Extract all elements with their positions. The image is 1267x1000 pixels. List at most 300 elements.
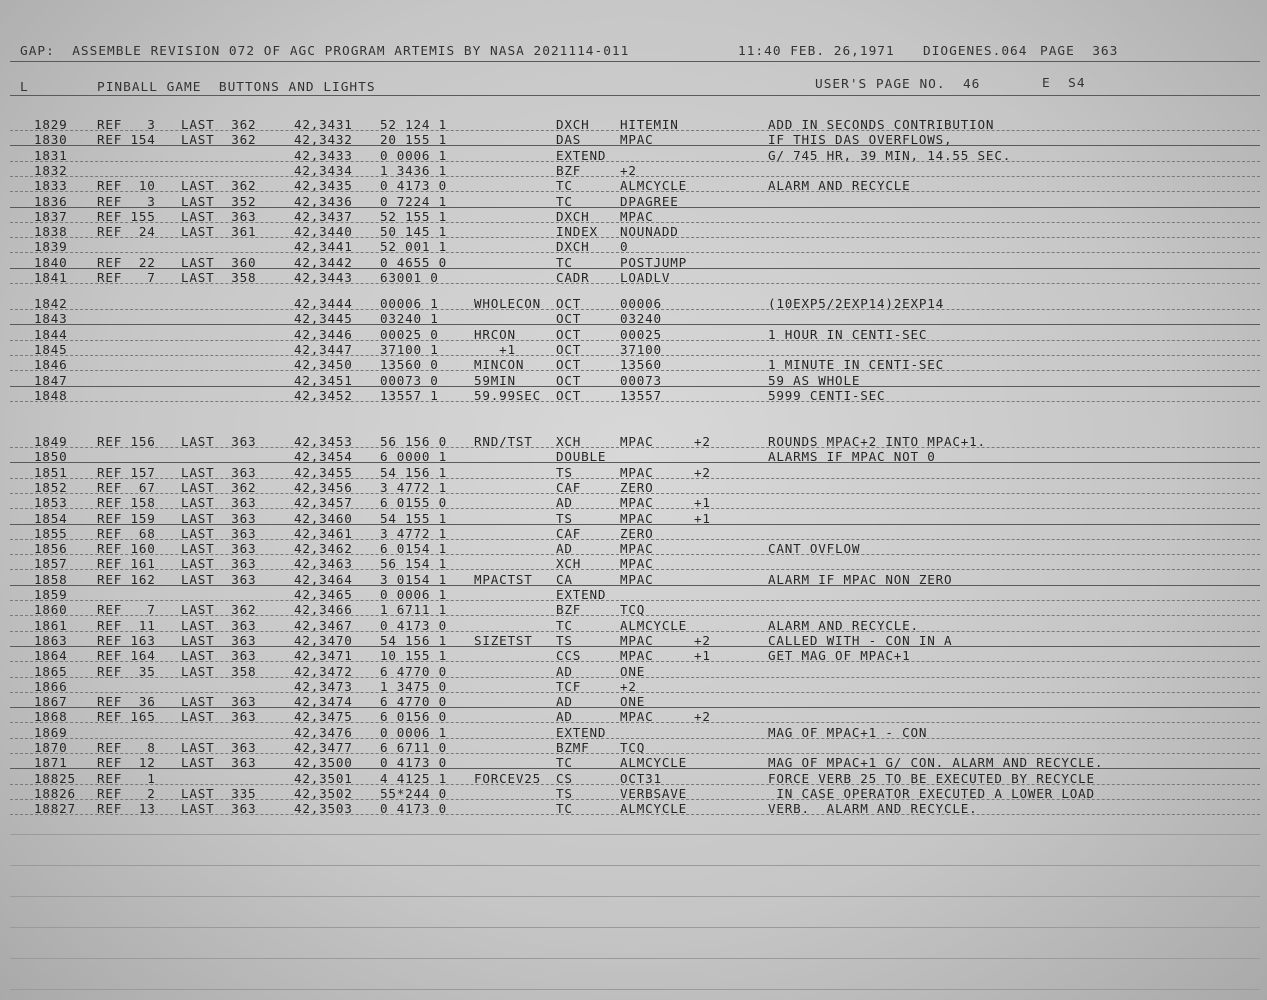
address-column: 42,3461 <box>294 525 353 541</box>
operand: DPAGREE <box>620 193 679 209</box>
line-number: 1832 <box>34 162 68 178</box>
ref-column: REF 22 <box>97 254 156 270</box>
address-column: 42,3502 <box>294 785 353 801</box>
row-rule <box>10 768 1260 769</box>
line-number: 1836 <box>34 193 68 209</box>
comment: 59 AS WHOLE <box>768 372 861 388</box>
row-rule <box>10 191 1260 192</box>
row-rule <box>10 268 1260 269</box>
row-rule <box>10 145 1260 146</box>
octal-code: 56 156 0 <box>380 434 448 449</box>
row-rule <box>10 493 1260 494</box>
operand: +2 <box>620 162 637 178</box>
line-number: 1845 <box>34 341 68 357</box>
comment: CALLED WITH - CON IN A <box>768 632 953 648</box>
address-column: 42,3457 <box>294 495 353 511</box>
address-column: 42,3446 <box>294 326 353 342</box>
octal-code: 54 156 1 <box>380 632 448 648</box>
octal-code: 52 001 1 <box>380 239 448 255</box>
opcode: TC <box>556 193 573 209</box>
octal-code: 1 3475 0 <box>380 678 448 694</box>
opcode: AD <box>556 694 573 710</box>
operand: MPAC <box>620 434 654 449</box>
comment: ROUNDS MPAC+2 INTO MPAC+1. <box>768 434 986 449</box>
operand: MPAC <box>620 632 654 648</box>
address-column: 42,3455 <box>294 464 353 480</box>
row-rule <box>10 222 1260 223</box>
opcode: TCF <box>556 678 582 694</box>
octal-code: 52 155 1 <box>380 208 448 224</box>
opcode: TS <box>556 632 573 648</box>
address-column: 42,3476 <box>294 724 353 740</box>
blank-rule <box>10 896 1260 897</box>
last-column: LAST 363 <box>181 709 257 725</box>
ref-column: REF 10 <box>97 178 156 194</box>
comment: ALARM AND RECYCLE <box>768 178 911 194</box>
octal-code: 6 6711 0 <box>380 740 448 755</box>
operand: ONE <box>620 694 646 710</box>
octal-code: 6 4770 0 <box>380 663 448 679</box>
ref-column: REF 160 <box>97 541 156 557</box>
line-number: 1856 <box>34 541 68 557</box>
line-number: 1864 <box>34 648 68 664</box>
opcode: OCT <box>556 311 582 327</box>
blank-rule <box>10 927 1260 928</box>
opcode: DXCH <box>556 239 590 255</box>
row-rule <box>10 707 1260 708</box>
last-column: LAST 363 <box>181 208 257 224</box>
octal-code: 0 4655 0 <box>380 254 448 270</box>
operand: ALMCYCLE <box>620 755 688 771</box>
ref-column: REF 161 <box>97 556 156 572</box>
address-column: 42,3441 <box>294 239 353 255</box>
address-column: 42,3451 <box>294 372 353 388</box>
ref-column: REF 158 <box>97 495 156 511</box>
operand: 0 <box>620 239 629 255</box>
octal-code: 03240 1 <box>380 311 439 327</box>
octal-code: 13560 0 <box>380 357 439 373</box>
opcode: TC <box>556 755 573 771</box>
address-column: 42,3454 <box>294 449 353 465</box>
operand-modifier: +2 <box>694 464 711 480</box>
octal-code: 00006 1 <box>380 296 439 311</box>
last-column: LAST 363 <box>181 571 257 587</box>
operand: MPAC <box>620 556 654 572</box>
address-column: 42,3474 <box>294 694 353 710</box>
row-rule <box>10 340 1260 341</box>
opcode: CAF <box>556 479 582 495</box>
address-column: 42,3440 <box>294 224 353 240</box>
opcode: DOUBLE <box>556 449 607 465</box>
last-column: LAST 363 <box>181 694 257 710</box>
operand: MPAC <box>620 208 654 224</box>
octal-code: 0 0006 1 <box>380 724 448 740</box>
operand-modifier: +2 <box>694 632 711 648</box>
octal-code: 54 155 1 <box>380 510 448 526</box>
operand: MPAC <box>620 510 654 526</box>
line-number: 1848 <box>34 387 68 403</box>
line-number: 1870 <box>34 740 68 755</box>
octal-code: 54 156 1 <box>380 464 448 480</box>
address-column: 42,3471 <box>294 648 353 664</box>
address-column: 42,3453 <box>294 434 353 449</box>
address-column: 42,3465 <box>294 587 353 602</box>
operand: 37100 <box>620 341 662 357</box>
last-column: LAST 363 <box>181 464 257 480</box>
symbol-label: SIZETST <box>474 632 533 648</box>
opcode: DXCH <box>556 208 590 224</box>
octal-code: 6 0000 1 <box>380 449 448 465</box>
opcode: DAS <box>556 132 582 148</box>
last-column: LAST 360 <box>181 254 257 270</box>
operand: ZERO <box>620 479 654 495</box>
comment: ALARM IF MPAC NON ZERO <box>768 571 953 587</box>
operand: NOUNADD <box>620 224 679 240</box>
opcode: OCT <box>556 357 582 373</box>
ref-column: REF 7 <box>97 602 156 618</box>
opcode: TC <box>556 801 573 817</box>
line-number: 1851 <box>34 464 68 480</box>
opcode: OCT <box>556 372 582 388</box>
octal-code: 6 0154 1 <box>380 541 448 557</box>
line-number: 1841 <box>34 270 68 285</box>
line-number: 1861 <box>34 617 68 633</box>
row-rule <box>10 677 1260 678</box>
address-column: 42,3452 <box>294 387 353 403</box>
comment: G/ 745 HR, 39 MIN, 14.55 SEC. <box>768 147 1012 163</box>
ref-column: REF 155 <box>97 208 156 224</box>
opcode: TC <box>556 617 573 633</box>
line-number: 1830 <box>34 132 68 148</box>
opcode: CA <box>556 571 573 587</box>
comment: ALARM AND RECYCLE. <box>768 617 919 633</box>
row-rule <box>10 161 1260 162</box>
opcode: TC <box>556 254 573 270</box>
last-column: LAST 363 <box>181 556 257 572</box>
comment: MAG OF MPAC+1 - CON <box>768 724 928 740</box>
blank-rule <box>10 865 1260 866</box>
octal-code: 0 4173 0 <box>380 178 448 194</box>
address-column: 42,3467 <box>294 617 353 633</box>
row-rule <box>10 462 1260 463</box>
operand: ONE <box>620 663 646 679</box>
operand: ALMCYCLE <box>620 617 688 633</box>
row-rule <box>10 753 1260 754</box>
last-column: LAST 363 <box>181 617 257 633</box>
octal-code: 20 155 1 <box>380 132 448 148</box>
last-column: LAST 363 <box>181 740 257 755</box>
line-number: 1847 <box>34 372 68 388</box>
last-column: LAST 358 <box>181 663 257 679</box>
line-number: 1844 <box>34 326 68 342</box>
comment: MAG OF MPAC+1 G/ CON. ALARM AND RECYCLE. <box>768 755 1104 771</box>
ref-column: REF 35 <box>97 663 156 679</box>
header-operator: DIOGENES.064 <box>923 44 1028 59</box>
last-column: LAST 362 <box>181 132 257 148</box>
address-column: 42,3435 <box>294 178 353 194</box>
opcode: XCH <box>556 556 582 572</box>
octal-code: 3 0154 1 <box>380 571 448 587</box>
symbol-label: WHOLECON <box>474 296 542 311</box>
ref-column: REF 12 <box>97 755 156 771</box>
row-rule <box>10 784 1260 785</box>
address-column: 42,3436 <box>294 193 353 209</box>
edition-marker: E S4 <box>1042 76 1086 91</box>
row-rule <box>10 252 1260 253</box>
line-number: 1855 <box>34 525 68 541</box>
left-marker: L <box>20 80 29 95</box>
comment: GET MAG OF MPAC+1 <box>768 648 911 664</box>
opcode: TC <box>556 178 573 194</box>
row-rule <box>10 539 1260 540</box>
header-page-number: PAGE 363 <box>1040 44 1119 59</box>
opcode: CAF <box>556 525 582 541</box>
line-number: 1868 <box>34 709 68 725</box>
comment: ADD IN SECONDS CONTRIBUTION <box>768 117 995 132</box>
section-rule <box>10 95 1260 96</box>
operand: 00025 <box>620 326 662 342</box>
address-column: 42,3443 <box>294 270 353 285</box>
opcode: INDEX <box>556 224 598 240</box>
row-rule <box>10 585 1260 586</box>
address-column: 42,3500 <box>294 755 353 771</box>
address-column: 42,3463 <box>294 556 353 572</box>
operand: 00006 <box>620 296 662 311</box>
row-rule <box>10 799 1260 800</box>
ref-column: REF 68 <box>97 525 156 541</box>
octal-code: 3 4772 1 <box>380 479 448 495</box>
line-number: 1842 <box>34 296 68 311</box>
octal-code: 00073 0 <box>380 372 439 388</box>
header-rule <box>10 61 1260 62</box>
comment: ALARMS IF MPAC NOT 0 <box>768 449 936 465</box>
row-rule <box>10 283 1260 284</box>
row-rule <box>10 569 1260 570</box>
last-column: LAST 363 <box>181 434 257 449</box>
operand: MPAC <box>620 495 654 511</box>
header-timestamp: 11:40 FEB. 26,1971 <box>738 44 895 59</box>
ref-column: REF 156 <box>97 434 156 449</box>
row-rule <box>10 447 1260 448</box>
ref-column: REF 154 <box>97 132 156 148</box>
comment: FORCE VERB 25 TO BE EXECUTED BY RECYCLE <box>768 770 1095 786</box>
line-number: 1867 <box>34 694 68 710</box>
last-column: LAST 358 <box>181 270 257 285</box>
ref-column: REF 3 <box>97 193 156 209</box>
comment: 5999 CENTI-SEC <box>768 387 886 403</box>
address-column: 42,3431 <box>294 117 353 132</box>
line-number: 1849 <box>34 434 68 449</box>
address-column: 42,3503 <box>294 801 353 817</box>
octal-code: 1 3436 1 <box>380 162 448 178</box>
address-column: 42,3472 <box>294 663 353 679</box>
opcode: OCT <box>556 387 582 403</box>
comment: IF THIS DAS OVERFLOWS, <box>768 132 953 148</box>
address-column: 42,3450 <box>294 357 353 373</box>
comment: (10EXP5/2EXP14)2EXP14 <box>768 296 945 311</box>
operand: MPAC <box>620 132 654 148</box>
line-number: 1846 <box>34 357 68 373</box>
symbol-label: +1 <box>474 341 516 357</box>
symbol-label: MPACTST <box>474 571 533 587</box>
operand: MPAC <box>620 648 654 664</box>
octal-code: 52 124 1 <box>380 117 448 132</box>
operand: ZERO <box>620 525 654 541</box>
line-number: 1829 <box>34 117 68 132</box>
octal-code: 37100 1 <box>380 341 439 357</box>
octal-code: 10 155 1 <box>380 648 448 664</box>
opcode: EXTEND <box>556 724 607 740</box>
address-column: 42,3460 <box>294 510 353 526</box>
opcode: AD <box>556 663 573 679</box>
octal-code: 50 145 1 <box>380 224 448 240</box>
last-column: LAST 361 <box>181 224 257 240</box>
line-number: 18825 <box>34 770 76 786</box>
row-rule <box>10 207 1260 208</box>
last-column: LAST 363 <box>181 648 257 664</box>
last-column: LAST 363 <box>181 510 257 526</box>
operand: VERBSAVE <box>620 785 688 801</box>
row-rule <box>10 309 1260 310</box>
opcode: OCT <box>556 296 582 311</box>
address-column: 42,3475 <box>294 709 353 725</box>
address-column: 42,3432 <box>294 132 353 148</box>
address-column: 42,3433 <box>294 147 353 163</box>
section-title: PINBALL GAME BUTTONS AND LIGHTS <box>97 80 376 95</box>
last-column: LAST 362 <box>181 602 257 618</box>
row-rule <box>10 524 1260 525</box>
line-number: 1858 <box>34 571 68 587</box>
operand: MPAC <box>620 541 654 557</box>
ref-column: REF 13 <box>97 801 156 817</box>
last-column: LAST 363 <box>181 495 257 511</box>
octal-code: 4 4125 1 <box>380 770 448 786</box>
line-number: 1860 <box>34 602 68 618</box>
octal-code: 55*244 0 <box>380 785 448 801</box>
ref-column: REF 1 <box>97 770 156 786</box>
row-rule <box>10 814 1260 815</box>
row-rule <box>10 646 1260 647</box>
row-rule <box>10 661 1260 662</box>
operand: 13560 <box>620 357 662 373</box>
line-number: 1838 <box>34 224 68 240</box>
address-column: 42,3470 <box>294 632 353 648</box>
blank-rule <box>10 989 1260 990</box>
address-column: 42,3445 <box>294 311 353 327</box>
address-column: 42,3466 <box>294 602 353 618</box>
last-column: LAST 363 <box>181 801 257 817</box>
ref-column: REF 24 <box>97 224 156 240</box>
operand-modifier: +2 <box>694 709 711 725</box>
row-rule <box>10 478 1260 479</box>
operand: ALMCYCLE <box>620 801 688 817</box>
ref-column: REF 164 <box>97 648 156 664</box>
operand-modifier: +2 <box>694 434 711 449</box>
address-column: 42,3434 <box>294 162 353 178</box>
operand: 00073 <box>620 372 662 388</box>
ref-column: REF 165 <box>97 709 156 725</box>
opcode: XCH <box>556 434 582 449</box>
row-rule <box>10 237 1260 238</box>
row-rule <box>10 176 1260 177</box>
line-number: 1840 <box>34 254 68 270</box>
users-page-number: USER'S PAGE NO. 46 <box>815 77 981 92</box>
address-column: 42,3437 <box>294 208 353 224</box>
row-rule <box>10 692 1260 693</box>
operand: MPAC <box>620 709 654 725</box>
row-rule <box>10 401 1260 402</box>
octal-code: 63001 0 <box>380 270 439 285</box>
line-number: 1854 <box>34 510 68 526</box>
octal-code: 13557 1 <box>380 387 439 403</box>
row-rule <box>10 615 1260 616</box>
octal-code: 00025 0 <box>380 326 439 342</box>
operand: 03240 <box>620 311 662 327</box>
line-number: 1871 <box>34 755 68 771</box>
row-rule <box>10 130 1260 131</box>
octal-code: 0 0006 1 <box>380 147 448 163</box>
operand: ALMCYCLE <box>620 178 688 194</box>
operand-modifier: +1 <box>694 495 711 511</box>
last-column: LAST 363 <box>181 632 257 648</box>
line-number: 1850 <box>34 449 68 465</box>
octal-code: 0 7224 1 <box>380 193 448 209</box>
header-title: GAP: ASSEMBLE REVISION 072 OF AGC PROGRAM ARTEMIS BY NASA 2021114-011 <box>20 44 630 59</box>
operand: OCT31 <box>620 770 662 786</box>
line-number: 1869 <box>34 724 68 740</box>
row-rule <box>10 508 1260 509</box>
ref-column: REF 3 <box>97 117 156 132</box>
address-column: 42,3442 <box>294 254 353 270</box>
octal-code: 3 4772 1 <box>380 525 448 541</box>
opcode: AD <box>556 541 573 557</box>
line-number: 1837 <box>34 208 68 224</box>
ref-column: REF 67 <box>97 479 156 495</box>
line-number: 1843 <box>34 311 68 327</box>
symbol-label: 59.99SEC <box>474 387 542 403</box>
opcode: EXTEND <box>556 147 607 163</box>
octal-code: 1 6711 1 <box>380 602 448 618</box>
opcode: TS <box>556 785 573 801</box>
row-rule <box>10 600 1260 601</box>
operand: HITEMIN <box>620 117 679 132</box>
ref-column: REF 157 <box>97 464 156 480</box>
ref-column: REF 11 <box>97 617 156 633</box>
ref-column: REF 8 <box>97 740 156 755</box>
opcode: AD <box>556 709 573 725</box>
octal-code: 0 4173 0 <box>380 617 448 633</box>
opcode: TS <box>556 510 573 526</box>
opcode: BZMF <box>556 740 590 755</box>
opcode: DXCH <box>556 117 590 132</box>
operand: TCQ <box>620 740 646 755</box>
operand: POSTJUMP <box>620 254 688 270</box>
ref-column: REF 163 <box>97 632 156 648</box>
address-column: 42,3473 <box>294 678 353 694</box>
octal-code: 0 0006 1 <box>380 587 448 602</box>
symbol-label: FORCEV25 <box>474 770 542 786</box>
symbol-label: MINCON <box>474 357 525 373</box>
octal-code: 6 0156 0 <box>380 709 448 725</box>
last-column: LAST 363 <box>181 755 257 771</box>
row-rule <box>10 554 1260 555</box>
line-number: 1859 <box>34 587 68 602</box>
last-column: LAST 335 <box>181 785 257 801</box>
row-rule <box>10 324 1260 325</box>
operand: MPAC <box>620 464 654 480</box>
operand: LOADLV <box>620 270 671 285</box>
ref-column: REF 7 <box>97 270 156 285</box>
